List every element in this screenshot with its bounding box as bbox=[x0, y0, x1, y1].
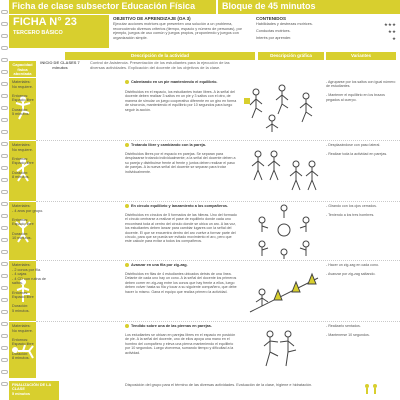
variant-item: - Girando con los ojos cerrados. bbox=[326, 204, 377, 208]
group-figures-icon bbox=[363, 383, 379, 397]
activity-title-text: Tendido sobre una de las piernas en parejas. bbox=[131, 324, 212, 328]
variant-item: - Mantenerse 10 segundos. bbox=[326, 332, 370, 337]
phase-line: - 2 conos por fila. bbox=[12, 267, 42, 272]
phase-line: Duración: bbox=[12, 304, 29, 309]
phase-line: Materiales: bbox=[12, 204, 31, 208]
phase-line: Entornos: bbox=[12, 93, 29, 98]
phase-line: Entornos: bbox=[12, 217, 29, 222]
column-capacidad: Capacidad física abordada bbox=[9, 61, 36, 77]
phase-line: Duración: bbox=[12, 170, 29, 175]
activity-text: Distribuidos en filas de 4 estudiantes ubicados detrás de una línea. Delante de cada uno hay un cono. A la señal del docente los primeros deben correr en zig-zag entre los conos que hay frente a ellos, luego deben volver hasta su fila y tocar a su siguiente compañero, que debe hacer lo mismo. Gana el equipo que realiza primero la actividad. bbox=[125, 272, 237, 294]
variant-item: - Teniendo a los tres hombres. bbox=[326, 212, 375, 217]
phase-line: Entornos: bbox=[12, 337, 29, 342]
finalizacion-text: Disposición del grupo para el término de las diversas actividades. Evaluación de la clase, higiene e hidratación. bbox=[125, 383, 313, 387]
phase-line: 8 minutos. bbox=[12, 356, 30, 361]
variant-item: - Hacer un zig-zag en cada cono. bbox=[326, 263, 379, 267]
contenido-item bbox=[256, 22, 396, 26]
phase-line: Materiales: bbox=[12, 324, 31, 328]
activity-title bbox=[125, 143, 206, 147]
variants-list bbox=[326, 204, 396, 217]
variant-item: - Agruparse por los saltos con igual número de estudiantes. bbox=[326, 80, 396, 89]
phase-line: 10 minutos. bbox=[12, 236, 32, 241]
variants-list bbox=[326, 80, 396, 102]
phase-line: Espacio libre bbox=[12, 342, 34, 347]
activity-title bbox=[125, 80, 218, 84]
phase-line: No requiere. bbox=[12, 84, 33, 89]
variant-item: - Mantener el equilibrio en los brazos pegados al cuerpo. bbox=[326, 93, 385, 102]
activity-text: Distribuidos libres por el espacio en parejas. Se separan para desplazarse trotando individualmente; a la señal del docente deben a su pareja y distribuirse frente al frente y juntos deben realizar el paso de parejas. A la nueva señal del docente se separan para trotar individualmente. bbox=[125, 152, 236, 174]
phase-line: Duración: bbox=[12, 351, 29, 356]
activity-title bbox=[125, 263, 188, 267]
finalizacion-label-box bbox=[9, 381, 59, 400]
stars-icon: ★★★ bbox=[383, 22, 396, 27]
phase-line: Espacio libre bbox=[12, 222, 34, 227]
activity-illustration-icon bbox=[244, 322, 324, 378]
activity-text: Distribuidos en círculos de 5 formados de las hileras. Uno del formado el círculo centrarse a realizar el pase de equilibrio donde cada uno encontrará toda al centro del círculo donde se ubica un aro. A las voz, los estudiantes deben lanzar para cambiar lugares con la señal del docente. El que se encuentra dentro del aro vuelve a formar parte del círculo, para que se pueda ser evitado movimiento el aro, pero que este calcule para evitar a todos los compañeros. bbox=[125, 213, 237, 244]
row-phase-info bbox=[12, 143, 52, 180]
phase-line: Espacio libre bbox=[12, 98, 34, 103]
row-phase-info bbox=[12, 263, 52, 314]
phase-line: Materiales: bbox=[12, 143, 31, 147]
header-bar bbox=[9, 0, 400, 14]
section-activity-header: Descripción de la actividad bbox=[65, 52, 255, 60]
objetivo-text: Ejecutar acciones motrices que presenten una solución a un problema, reconociendo diversos criterios (tiempo, espacio y número de personas), por ejemplo, juegos de uso común y juegos propios, proponiendo y juegos con organización simple. bbox=[113, 22, 242, 40]
ficha-number: FICHA N° 23 bbox=[13, 16, 77, 28]
phase-line: Espacio libre bbox=[12, 295, 34, 300]
ficha-box bbox=[9, 15, 109, 48]
activity-title-text: Trotando libre y cambiando con la pareja. bbox=[131, 143, 206, 147]
header-right-title: Bloque de 45 minutos bbox=[222, 1, 316, 11]
stars-icon: ★★ bbox=[387, 29, 396, 34]
finalizacion-duration: 5 minutos bbox=[12, 391, 30, 396]
phase-line: Entornos: bbox=[12, 290, 29, 295]
ficha-level: TERCERO BÁSICO bbox=[13, 30, 63, 36]
row-divider bbox=[36, 201, 400, 202]
activity-illustration-icon bbox=[244, 202, 324, 259]
variant-item: - Desplazándose con paso lateral. bbox=[326, 143, 381, 147]
variants-list bbox=[326, 324, 396, 337]
contenido-label: Interés por aprender. bbox=[256, 36, 292, 40]
bullet-icon bbox=[125, 204, 129, 208]
phase-line: - 4 CD con rutina de saltos. bbox=[12, 276, 46, 286]
stars-icon: ★ bbox=[391, 36, 396, 41]
phase-line: - 4 cajas bbox=[12, 272, 27, 277]
phase-line: No requiere. bbox=[12, 328, 33, 333]
bullet-icon bbox=[125, 143, 129, 147]
row-divider bbox=[36, 140, 400, 141]
phase-line: Materiales: bbox=[12, 80, 31, 84]
variants-list bbox=[326, 143, 396, 156]
section-variants-header: Variantes bbox=[326, 52, 396, 60]
activity-title-text: Calentando en un pie manteniendo el equilibrio. bbox=[131, 80, 218, 84]
phase-line: Duración: bbox=[12, 231, 29, 236]
contenido-item bbox=[256, 29, 396, 33]
activity-illustration-icon bbox=[244, 142, 324, 200]
variant-item: - Avanzar por zig-zag saltando. bbox=[326, 271, 376, 276]
bullet-icon bbox=[125, 324, 129, 328]
phase-line: Entornos: bbox=[12, 156, 29, 161]
activity-text: Los estudiantes se ubican en parejas libres en el espacio en posición de pie. A la señal del docente, uno de ellos apoya una mano en el hombro del compañero y eleva una pierna manteniendo el equilibrio por 10 segundos. Luego viceversa, sumando tiempo y dificultad a la actividad. bbox=[125, 333, 236, 355]
phase-line: - 4 aros por grupo. bbox=[12, 208, 44, 213]
row-divider bbox=[36, 260, 400, 261]
objetivo-title: OBJETIVO DE APRENDIZAJE (OA 3) bbox=[113, 16, 191, 21]
column-inicio: INICIO DE CLASES 7 minutos bbox=[40, 60, 80, 70]
activity-title bbox=[125, 204, 228, 208]
variant-item: - Realizarlo sentados. bbox=[326, 324, 361, 328]
finalizacion-label: FINALIZACIÓN DE LA CLASE bbox=[12, 383, 52, 392]
header-left-title: Ficha de clase subsector Educación Física bbox=[12, 1, 196, 11]
phase-line: 5 minutos. bbox=[12, 308, 30, 313]
activity-illustration-icon bbox=[244, 78, 324, 138]
contenido-label: Habilidades y destrezas motrices. bbox=[256, 22, 313, 26]
bullet-icon bbox=[125, 263, 129, 267]
phase-line: Materiales: bbox=[12, 263, 31, 267]
variant-item: - Realizar toda la actividad en parejas. bbox=[326, 151, 388, 156]
section-graphic-header: Descripción gráfica bbox=[258, 52, 324, 60]
contenidos-title: CONTENIDOS bbox=[256, 16, 287, 21]
row-phase-info bbox=[12, 324, 52, 361]
header-separator bbox=[216, 0, 218, 14]
phase-line: 5 minutos. bbox=[12, 112, 30, 117]
row-phase-info bbox=[12, 204, 52, 241]
activity-title bbox=[125, 324, 212, 328]
row-divider bbox=[36, 321, 400, 322]
column-desarrollo: Control de Asistencia. Presentación de los estudiantes para la ejecución de las diversas actividades. Explicación del docente de los objetivos de la clase. bbox=[90, 60, 230, 70]
row-phase-info bbox=[12, 80, 52, 117]
contenido-label: Conductas motrices. bbox=[256, 29, 291, 33]
contenido-item bbox=[256, 36, 396, 40]
finalizacion-section bbox=[9, 381, 400, 400]
activity-text: Distribuidos en el espacio, los estudiantes trotan libres. A la señal del docente deben realizar 3 saltos en un pie y 3 saltos con el otro, de manera de simular un juego cooperativo diferente en un giro en forma de sincronía, manteniendo el equilibrio por 10 segundos para luego seguir la acción. bbox=[125, 90, 237, 112]
phase-line: 8 minutos. bbox=[12, 175, 30, 180]
phase-line: Espacio libre bbox=[12, 161, 34, 166]
phase-line: No requiere. bbox=[12, 147, 33, 152]
binding-rings bbox=[0, 0, 9, 400]
variants-list bbox=[326, 263, 396, 276]
activity-illustration-icon bbox=[244, 262, 324, 320]
activity-title-text: En círculo equilibrio y lanzamiento a los compañeros. bbox=[131, 204, 229, 208]
phase-line: Duración: bbox=[12, 107, 29, 112]
bullet-icon bbox=[125, 80, 129, 84]
activity-title-text: Avanzar en una fila por zig-zag. bbox=[131, 263, 188, 267]
